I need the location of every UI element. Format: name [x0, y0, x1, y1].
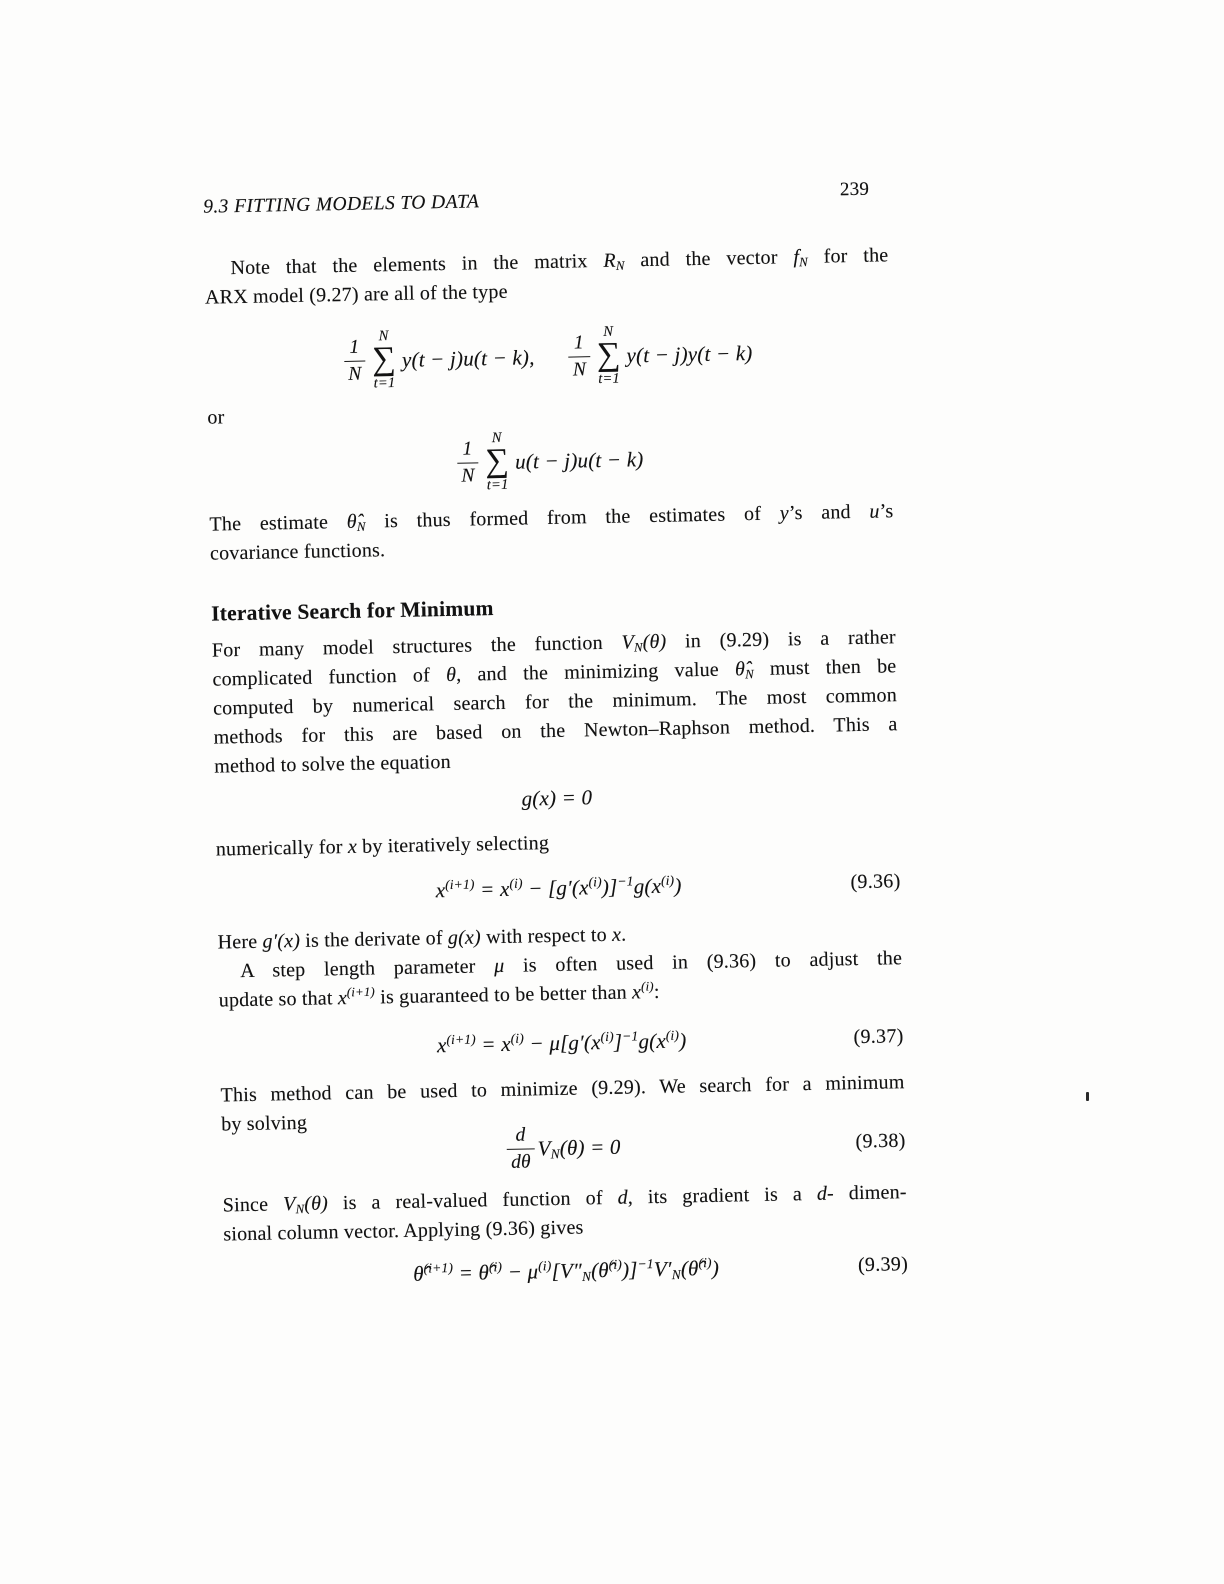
text-line: covariance functions. — [209, 539, 386, 565]
text-line: For many model structures the function $V_N(\theta)$ in (9.29) is a rather — [211, 626, 897, 662]
text-line: This method can be used to minimize (9.29). We search for a minimum — [220, 1071, 905, 1107]
text-line: Note that the elements in the matrix $R_N$ and the vector $f_N$ for the — [230, 244, 889, 280]
scan-artifact — [1086, 1092, 1089, 1101]
text-line: sional column vector. Applying (9.36) gives — [223, 1216, 584, 1246]
sigma-symbol: ∑ — [596, 336, 621, 374]
summation — [596, 325, 621, 386]
equation-gx — [215, 776, 899, 819]
sum-lower-limit: t=1 — [598, 370, 621, 388]
sigma-symbol: ∑ — [371, 340, 397, 378]
equation-9-39 — [224, 1244, 909, 1297]
fraction — [506, 1125, 535, 1172]
sum-body: u(t − j)u(t − k) — [514, 446, 644, 474]
sigma-symbol: ∑ — [485, 442, 510, 480]
paragraph-gradient — [223, 1178, 908, 1249]
page-header — [203, 178, 887, 222]
fraction-numerator: 1 — [573, 332, 585, 354]
page-number: 239 — [839, 178, 870, 201]
paragraph-estimate — [209, 497, 894, 568]
fraction — [568, 333, 590, 379]
fraction-numerator: d — [515, 1124, 526, 1146]
section-title: 9.3 FITTING MODELS TO DATA — [203, 191, 480, 218]
paragraph-iterative — [212, 623, 899, 781]
text-line: methods for this are based on the Newton–Raphson method. This a — [213, 713, 898, 749]
text-line: computed by numerical search for the minimum. The most common — [212, 684, 898, 720]
fraction — [344, 338, 366, 384]
text-line: A step length parameter μ is often used in (9.36) to adjust the — [239, 947, 903, 983]
sum-term — [568, 322, 753, 387]
equation-number: (9.39) — [857, 1253, 909, 1277]
text-line: complicated function of θ, and the minimizing value $\thetâ_N$ must then be — [212, 655, 897, 691]
sum-term — [343, 327, 535, 392]
equation-9-38 — [221, 1110, 906, 1185]
equation-body: $x^{(i+1)} = x^{(i)} - [g'(x^{(i)})]^{-1}g(x^{(i)})$ — [435, 872, 682, 903]
fraction — [457, 439, 479, 485]
text-line: update so that $x^{(i+1)}$ is guaranteed to be better than $x^{(i)}$: — [218, 979, 660, 1012]
sum-upper-limit: N — [378, 328, 389, 345]
paragraph-numerically — [216, 822, 900, 864]
paragraph-step-length — [217, 915, 903, 1015]
equation-body: $V_N(\theta) = 0$ — [537, 1134, 621, 1161]
sum-body: y(t − j)u(t − k), — [401, 344, 535, 372]
derivative-term — [506, 1124, 621, 1172]
sum-lower-limit: t=1 — [373, 374, 396, 392]
fraction-denominator: dθ — [507, 1148, 535, 1172]
text-line: ARX model (9.27) are all of the type — [204, 280, 508, 309]
summation — [372, 329, 397, 390]
equation-number: (9.37) — [853, 1025, 904, 1049]
sum-lower-limit: t=1 — [486, 476, 509, 494]
text-line: method to solve the equation — [213, 750, 452, 778]
summation — [485, 431, 510, 492]
fraction-numerator: 1 — [349, 336, 360, 358]
sum-upper-limit: N — [603, 324, 614, 341]
equation-9-36 — [216, 861, 901, 914]
text-line: Since $V_N(\theta)$ is a real-valued function of d, its gradient is a d- dimen- — [222, 1181, 907, 1217]
fraction-numerator: 1 — [462, 438, 473, 460]
equation-number: (9.38) — [855, 1129, 906, 1153]
or-connector: or — [207, 406, 225, 429]
page-content — [203, 178, 909, 1297]
equation-number: (9.36) — [850, 870, 901, 894]
sum-term — [457, 429, 644, 494]
sum-upper-limit: N — [491, 430, 502, 447]
text-line: Here g′(x) is the derivate of g(x) with respect to x. — [217, 923, 627, 954]
text-line: numerically for x by iteratively selecting — [215, 832, 550, 861]
text-line: by solving — [220, 1111, 308, 1136]
equation-covariance-pair — [206, 313, 891, 400]
subsection-heading: Iterative Search for Minimum — [210, 596, 494, 626]
paragraph-note — [204, 241, 889, 312]
sum-body: y(t − j)y(t − k) — [626, 340, 753, 367]
text-line: The estimate $\thetâ_N$ is thus formed from the estimates of y’s and u’s — [209, 500, 894, 536]
equation-body: g(x) = 0 — [521, 785, 593, 811]
equation-body: $x^{(i+1)} = x^{(i)} - \mu[g'(x^{(i)}]^{-1}g(x^{(i)})$ — [436, 1027, 687, 1058]
fraction-denominator: N — [569, 356, 591, 380]
equation-9-37 — [219, 1016, 904, 1069]
fraction-denominator: N — [457, 462, 479, 486]
equation-covariance-u — [208, 417, 893, 504]
equation-body: θ̂$^{(i+1)}$ = θ̂$^{(i)}$ − $\mu^{(i)}[V''_N(\thetâ^{(i)})]^{-1}V'_N(\thetâ^{(i)})$ — [412, 1254, 720, 1286]
fraction-denominator: N — [344, 360, 366, 384]
